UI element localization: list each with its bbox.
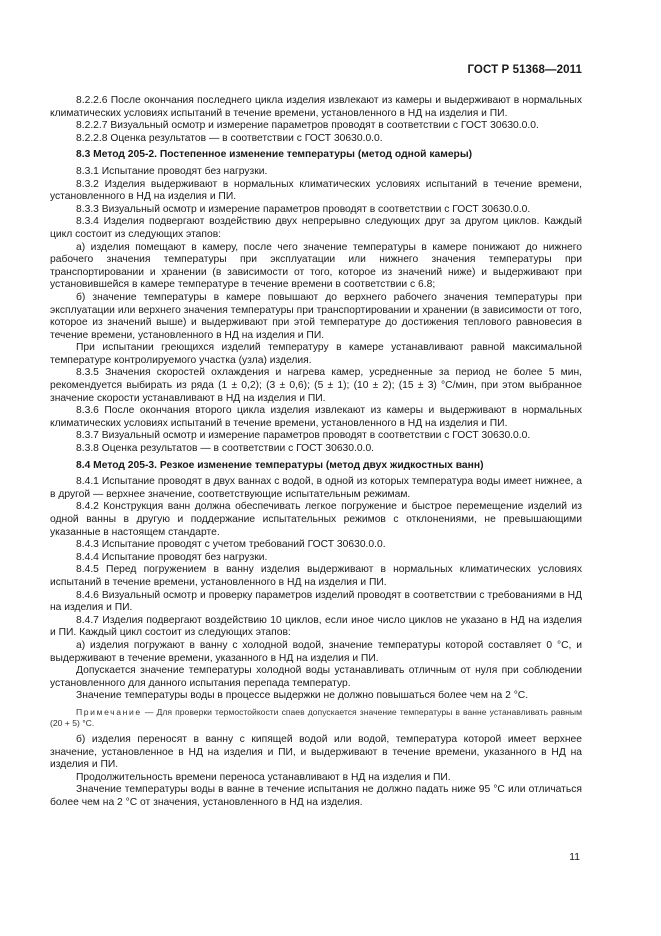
paragraph-8-4-2: 8.4.2 Конструкция ванн должна обеспечивать легкое погружение и быстрое перемещение изделий из одной ванны в другую и поддержание испытательных режимов с отклонениями, не превышающими указанные в настоящем стандарте. xyxy=(50,501,582,538)
section-heading-8-4: 8.4 Метод 205-3. Резкое изменение температуры (метод двух жидкостных ванн) xyxy=(76,459,484,471)
paragraph-8-2-2-8: 8.2.2.8 Оценка результатов — в соответствии с ГОСТ 30630.0.0. xyxy=(76,132,383,144)
paragraph-8-4-1: 8.4.1 Испытание проводят в двух ваннах с водой, в одной из которых температура воды имеет нижнее, а в другой — верхнее значение, соответствующие испытательным режимам. xyxy=(50,476,582,500)
paragraph-8-3-5: 8.3.5 Значения скоростей охлаждения и нагрева камер, усредненные за период не более 5 мин, рекомендуется выбирать из ряда (1 ± 0,2); (3 ± 0,6); (5 ± 1); (10 ± 2); (15 ± 3) °С/мин, при этом выбранное значение скорости устанавливают в НД на изделия и ПИ. xyxy=(50,367,582,404)
list-item-a-cold: а) изделия погружают в ванну с холодной водой, значение температуры которой составляет 0 °С, и выдерживают в течение времени, указанного в НД на изделия и ПИ. xyxy=(50,639,582,664)
note xyxy=(50,707,582,729)
list-item-a: а) изделия помещают в камеру, после чего значение температуры в камере понижают до нижнего рабочего значения температуры при эксплуатации или нижнего значения температуры при транспортировании и хранении (в зависимости от того, которое из значений ниже) и выдерживают при установившейся в камере температуре в течение времени в соответствии с 6.8; xyxy=(50,241,582,291)
paragraph-8-3-6: 8.3.6 После окончания второго цикла изделия извлекают из камеры и выдерживают в нормальных климатических условиях испытаний в течение времени, установленного в НД на изделия и ПИ. xyxy=(50,405,582,429)
paragraph-8-4-7: 8.4.7 Изделия подвергают воздействию 10 циклов, если иное число циклов не указано в НД на изделия и ПИ. Каждый цикл состоит из следующих этапов: xyxy=(50,614,582,639)
paragraph-8-3-1: 8.3.1 Испытание проводят без нагрузки. xyxy=(76,165,268,177)
paragraph-8-2-2-6: 8.2.2.6 После окончания последнего цикла изделия извлекают из камеры и выдерживают в нормальных климатических условиях испытаний в течение времени, установленного в НД на изделия и ПИ. xyxy=(50,95,582,119)
paragraph-cold-water-allowance: Допускается значение температуры холодной воды устанавливать отличным от нуля при соблюдении установленного для данного испытания перепада температур. xyxy=(50,665,582,689)
paragraph-8-4-3: 8.4.3 Испытание проводят с учетом требований ГОСТ 30630.0.0. xyxy=(76,539,386,551)
paragraph-8-3-2: 8.3.2 Изделия выдерживают в нормальных климатических условиях испытаний в течение времени, установленного в НД на изделия и ПИ. xyxy=(50,178,582,203)
paragraph-8-2-2-7: 8.2.2.7 Визуальный осмотр и измерение параметров проводят в соответствии с ГОСТ 30630.0.0. xyxy=(76,120,539,132)
note-text: — Для проверки термостойкости спаев допускается значение температуры в ванне устанавливать равным (20 + 5) °С. xyxy=(50,706,582,728)
note-label: Примечание xyxy=(76,706,142,717)
paragraph-8-3-4: 8.3.4 Изделия подвергают воздействию двух непрерывно следующих друг за другом циклов. Каждый цикл состоит из следующих этапов: xyxy=(50,216,582,240)
paragraph-8-3-8: 8.3.8 Оценка результатов — в соответствии с ГОСТ 30630.0.0. xyxy=(76,443,375,455)
paragraph-8-4-5: 8.4.5 Перед погружением в ванну изделия выдерживают в нормальных климатических условиях испытаний в течение времени, установленного в НД на изделия и ПИ. xyxy=(50,564,582,588)
paragraph-8-4-4: 8.4.4 Испытание проводят без нагрузки. xyxy=(76,551,268,563)
paragraph-8-3-7: 8.3.7 Визуальный осмотр и измерение параметров проводят в соответствии с ГОСТ 30630.0.0. xyxy=(76,430,531,442)
paragraph-hot-water-limit: Значение температуры воды в ванне в течение испытания не должно падать ниже 95 °С или отличаться более чем на 2 °С от значения, установленного в НД на изделия. xyxy=(50,784,582,808)
section-heading-8-3: 8.3 Метод 205-2. Постепенное изменение температуры (метод одной камеры) xyxy=(76,149,473,161)
document-body xyxy=(50,95,582,809)
paragraph-8-4-6: 8.4.6 Визуальный осмотр и проверку параметров изделий проводят в соответствии с требованиями в НД на изделия и ПИ. xyxy=(50,589,582,614)
list-item-b-hot: б) изделия переносят в ванну с кипящей водой или водой, температура которой имеет верхнее значение, установленное в НД на изделия и ПИ, и выдерживают в течение времени, указанного в НД на изделия и ПИ. xyxy=(50,733,582,771)
list-item-b: б) значение температуры в камере повышают до верхнего рабочего значения температуры при эксплуатации или верхнего значения температуры при транспортировании и хранении (в зависимости от того, которое из значений выше) и выдерживают при этой температуре до достижения теплового равновесия в течение времени, установленного в НД на изделия и ПИ. xyxy=(50,291,582,341)
paragraph-transfer-time: Продолжительность времени переноса устанавливают в НД на изделия и ПИ. xyxy=(76,771,451,783)
paragraph-heating-items: При испытании греющихся изделий температуру в камере устанавливают равной максимальной температуре контролируемого участка (узла) изделия. xyxy=(50,342,582,366)
paragraph-8-3-3: 8.3.3 Визуальный осмотр и измерение параметров проводят в соответствии с ГОСТ 30630.0.0. xyxy=(76,203,531,215)
page-number: 11 xyxy=(569,852,580,863)
standard-header: ГОСТ Р 51368—2011 xyxy=(467,64,582,76)
paragraph-water-temp-limit: Значение температуры воды в процессе выдержки не должно повышаться более чем на 2 °С. xyxy=(76,690,529,702)
